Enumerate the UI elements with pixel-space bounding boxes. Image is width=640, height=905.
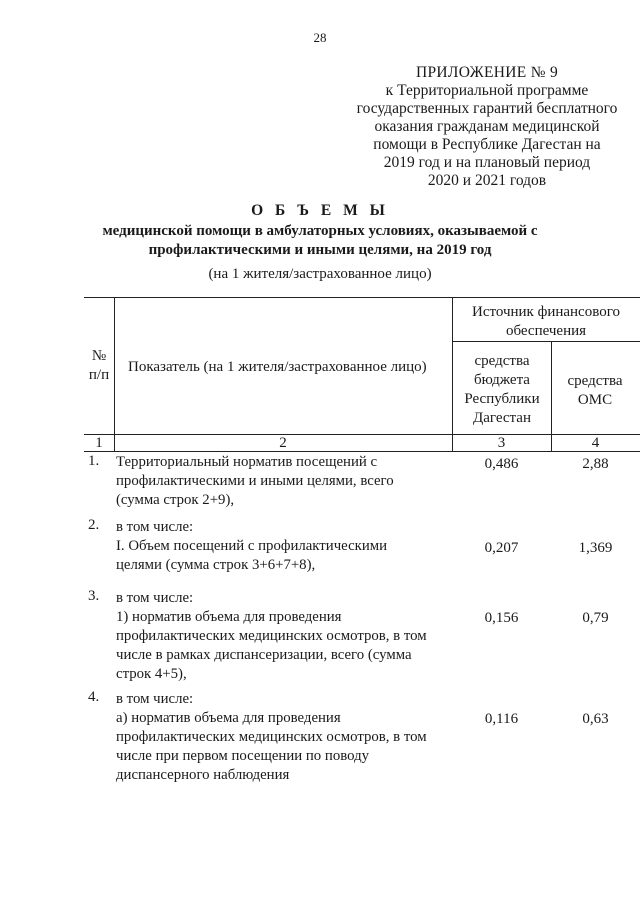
row-line: числе при первом посещении по поводу (116, 748, 369, 764)
appendix-line: оказания гражданам медицинской (374, 118, 600, 135)
row-line: в том числе: (116, 519, 194, 535)
row-line: I. Объем посещений с профилактическими (116, 538, 388, 554)
row-number: 3. (88, 588, 100, 604)
row-line: 1) норматив объема для проведения (116, 609, 342, 625)
subtitle-line-1: медицинской помощи в амбулаторных условиях, оказываемой с (102, 223, 538, 239)
document-subtitle (0, 222, 640, 260)
appendix-title: ПРИЛОЖЕНИЕ № 9 (415, 64, 559, 81)
row-line: целями (сумма строк 3+6+7+8), (116, 557, 316, 573)
header-indicator: Показатель (на 1 жителя/застрахованное лицо) (128, 359, 427, 375)
row-line: Территориальный норматив посещений с (116, 454, 378, 470)
row-budget-value: 0,486 (484, 456, 519, 472)
row-text (116, 453, 451, 510)
row-text (116, 518, 451, 575)
col-number-1: 1 (95, 435, 103, 451)
header-budget: средства бюджета Республики Дагестан (464, 353, 540, 426)
row-number: 2. (88, 517, 100, 533)
row-oms-value: 2,88 (582, 456, 609, 472)
header-source: Источник финансового обеспечения (472, 304, 620, 339)
col-number-3: 3 (497, 435, 506, 451)
row-line: профилактических медицинских осмотров, в том (116, 628, 427, 644)
subtitle-line-2: профилактическими и иными целями, на 2019 год (148, 242, 492, 258)
row-oms-value: 0,63 (582, 711, 609, 727)
col-number-2: 2 (279, 435, 287, 451)
row-text (116, 589, 451, 684)
header-oms: средства ОМС (567, 373, 623, 408)
header-num: № п/п (88, 348, 110, 383)
row-line: числе в рамках диспансеризации, всего (сумма (116, 647, 412, 663)
row-budget-value: 0,116 (484, 711, 519, 727)
row-line: а) норматив объема для проведения (116, 710, 341, 726)
col-number-4: 4 (591, 435, 600, 451)
row-number: 4. (88, 689, 100, 705)
appendix-line: государственных гарантий бесплатного (356, 100, 618, 117)
row-line: профилактических медицинских осмотров, в том (116, 729, 427, 745)
row-oms-value: 1,369 (578, 540, 613, 556)
row-budget-value: 0,156 (484, 610, 519, 626)
appendix-block (352, 64, 622, 190)
appendix-line: помощи в Республике Дагестан на (373, 136, 601, 153)
row-line: в том числе: (116, 691, 194, 707)
row-text (116, 690, 451, 785)
row-line: строк 4+5), (116, 666, 187, 682)
appendix-line: 2019 год и на плановый период (383, 154, 591, 171)
row-number: 1. (88, 453, 100, 469)
appendix-line: к Территориальной программе (385, 82, 589, 99)
row-oms-value: 0,79 (582, 610, 609, 626)
unit-note: (на 1 жителя/застрахованное лицо) (208, 266, 432, 282)
row-budget-value: 0,207 (484, 540, 519, 556)
row-line: в том числе: (116, 590, 194, 606)
page-number: 28 (313, 30, 327, 45)
row-line: (сумма строк 2+9), (116, 492, 235, 508)
row-line: диспансерного наблюдения (116, 767, 290, 783)
appendix-line: 2020 и 2021 годов (427, 172, 547, 189)
row-line: профилактическими и иными целями, всего (116, 473, 394, 489)
document-title: О Б Ъ Е М Ы (251, 202, 389, 219)
